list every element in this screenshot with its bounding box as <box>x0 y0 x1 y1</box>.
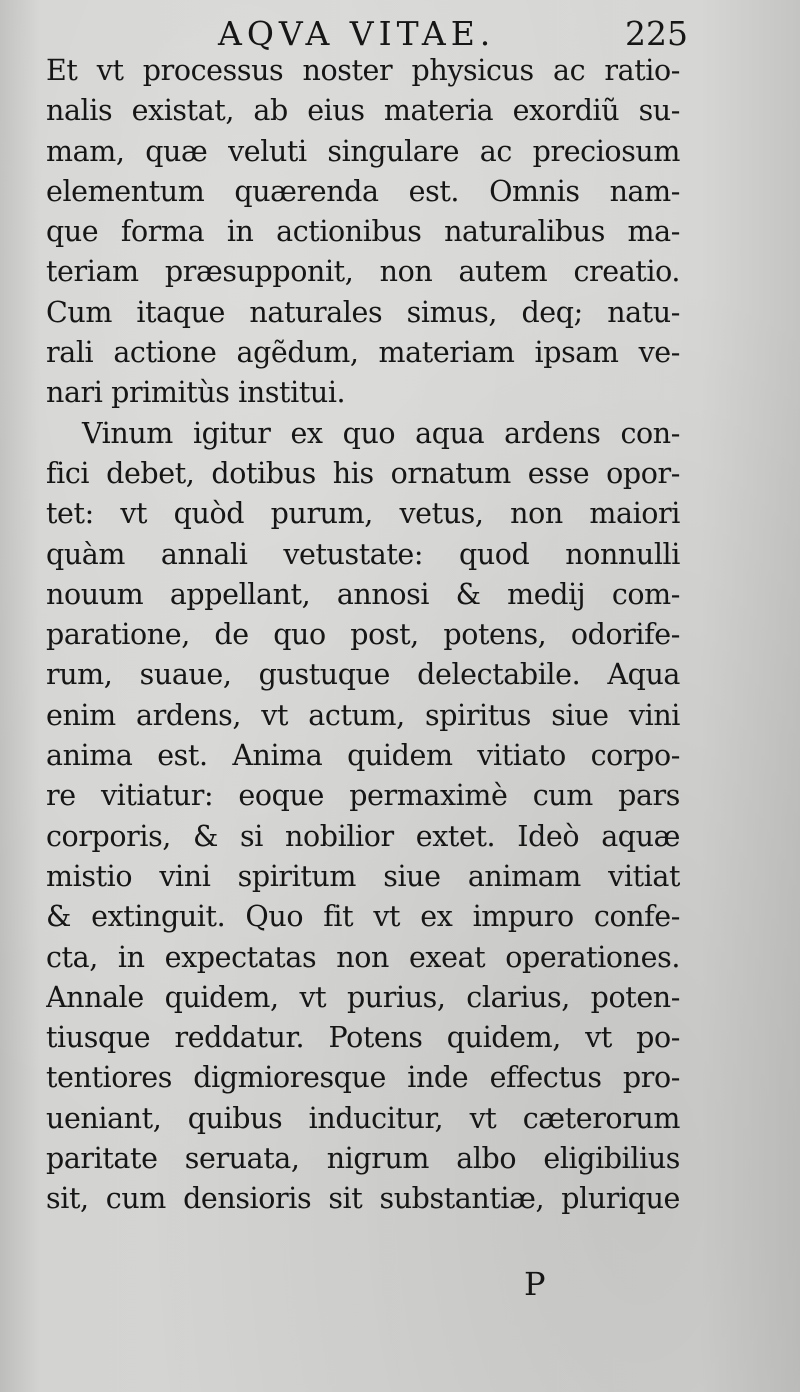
text-line: quàm annali vetustate: quod nonnulli <box>46 537 680 571</box>
text-line: Annale quidem, vt purius, clarius, poten- <box>46 980 680 1014</box>
page-number: 225 <box>625 14 688 53</box>
text-line: Cum itaque naturales simus, deq; natu- <box>46 295 680 329</box>
text-line: re vitiatur: eoque permaximè cum pars <box>46 779 680 813</box>
body-text <box>46 51 680 1220</box>
paragraph-first-line: Vinum igitur ex quo aqua ardens con- <box>82 416 680 450</box>
text-line: paritate seruata, nigrum albo eligibilius <box>46 1142 680 1176</box>
text-line: paratione, de quo post, potens, odorife- <box>46 618 680 652</box>
text-line: que forma in actionibus naturalibus ma- <box>46 215 680 249</box>
text-line: cta, in expectatas non exeat operationes. <box>46 940 680 974</box>
text-line: nouum appellant, annosi & medij com- <box>46 577 680 611</box>
text-line: enim ardens, vt actum, spiritus siue vini <box>46 698 680 732</box>
text-line: tiusque reddatur. Potens quidem, vt po- <box>46 1021 680 1055</box>
text-line: tet: vt quòd purum, vetus, non maiori <box>46 497 680 531</box>
text-line: anima est. Anima quidem vitiato corpo- <box>46 739 680 773</box>
paragraph-end-line: nari primitùs institui. <box>46 376 346 410</box>
text-line: teriam præsupponit, non autem creatio. <box>46 255 680 289</box>
text-line: rum, suaue, gustuque delectabile. Aqua <box>46 658 680 692</box>
text-line: mam, quæ veluti singulare ac preciosum <box>46 134 680 168</box>
text-line: tentiores digmioresque inde effectus pro- <box>46 1061 680 1095</box>
text-line: elementum quærenda est. Omnis nam- <box>46 174 680 208</box>
text-line: nalis existat, ab eius materia exordiũ su- <box>46 94 680 128</box>
text-line: Et vt processus noster physicus ac ratio- <box>46 54 680 87</box>
text-line: & extinguit. Quo fit vt ex impuro confe- <box>46 900 680 934</box>
text-line: mistio vini spiritum siue animam vitiat <box>46 859 680 893</box>
signature-mark: P <box>524 1265 546 1303</box>
running-title: AQVA VITAE. <box>218 14 496 53</box>
text-line: fici debet, dotibus his ornatum esse opor- <box>46 456 680 490</box>
text-line: sit, cum densioris sit substantiæ, plurique <box>46 1182 680 1216</box>
text-line: corporis, & si nobilior extet. Ideò aquæ <box>46 819 680 853</box>
page-header <box>48 10 688 54</box>
text-line: ueniant, quibus inducitur, vt cæterorum <box>46 1101 680 1135</box>
text-line: rali actione agẽdum, materiam ipsam ve- <box>46 336 680 370</box>
